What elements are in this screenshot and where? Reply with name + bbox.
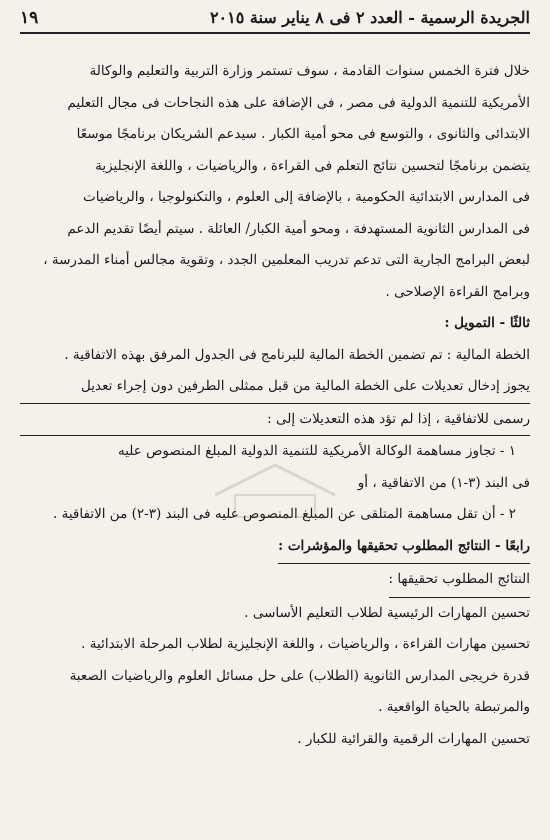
condition-item-2: ٢ - أن تقل مساهمة المتلقى عن المبلغ المنصوص عليه فى البند (٣-٢) من الاتفاقية . [53,506,516,522]
text-line: الابتدائى والثانوى ، والتوسع فى محو أمية الكبار . سيدعم الشريكان برنامجًا موسعًا [76,126,530,142]
section-3 [20,308,530,531]
header-title: الجريدة الرسمية - العدد ٢ فى ٨ يناير سنة ٢٠١٥ [209,8,530,27]
text-line: فى المدارس الابتدائية الحكومية ، بالإضافة إلى العلوم ، والتكنولوجيا ، والرياضيات [83,189,530,205]
text-line: لبعض البرامج الجارية التى تدعم تدريب المعلمين الجدد ، وتقوية مجالس أمناء المدرسة ، [43,252,530,268]
result-item: تحسين مهارات القراءة ، والرياضيات ، واللغة الإنجليزية لطلاب المرحلة الابتدائية . [81,636,530,652]
result-item: والمرتبطة بالحياة الواقعية . [378,699,530,715]
section-4 [20,531,530,756]
text-line: يتضمن برنامجًا لتحسين نتائج التعلم فى القراءة ، والرياضيات ، واللغة الإنجليزية [95,157,530,174]
intro-paragraph [20,56,530,308]
text-line: فى المدارس الثانوية المستهدفة ، ومحو أمية الكبار/ العائلة . سيتم أيضًا تقديم الدعم [67,220,530,237]
header-rule [20,32,530,34]
amendment-line-2: رسمى للاتفاقية ، إذا لم تؤد هذه التعديلات إلى : [20,404,530,437]
running-header [20,6,530,32]
condition-item-1: ١ - تجاوز مساهمة الوكالة الأمريكية للتنمية الدولية المبلغ المنصوص عليه [117,443,516,459]
financial-plan-text: الخطة المالية : تم تضمين الخطة المالية للبرنامج فى الجدول المرفق بهذه الاتفاقية . [64,346,530,363]
text-line: الأمريكية للتنمية الدولية فى مصر ، فى الإضافة على هذه النجاحات فى مجال التعليم [67,94,530,111]
section-3-heading: ثالثًا - التمويل : [444,315,530,331]
condition-item-1-cont: فى البند (٣-١) من الاتفاقية ، أو [357,474,530,491]
text-line: وبرامج القراءة الإصلاحى . [385,283,530,300]
amendment-line-1: يجوز إدخال تعديلات على الخطة المالية من قبل ممثلى الطرفين دون إجراء تعديل [20,371,530,404]
result-item: تحسين المهارات الرقمية والقرائية للكبار . [297,730,530,747]
section-4-heading: رابعًا - النتائج المطلوب تحقيقها والمؤشرات : [278,531,530,565]
result-item: تحسين المهارات الرئيسية لطلاب التعليم الأساسى . [244,604,530,621]
text-line: خلال فترة الخمس سنوات القادمة ، سوف تستمر وزارة التربية والتعليم والوكالة [89,63,530,79]
page-number: ١٩ [20,8,39,28]
results-subheading: النتائج المطلوب تحقيقها : [389,564,530,598]
result-item: قدرة خريجى المدارس الثانوية (الطلاب) على حل مسائل العلوم والرياضيات الصعبة [69,667,530,684]
